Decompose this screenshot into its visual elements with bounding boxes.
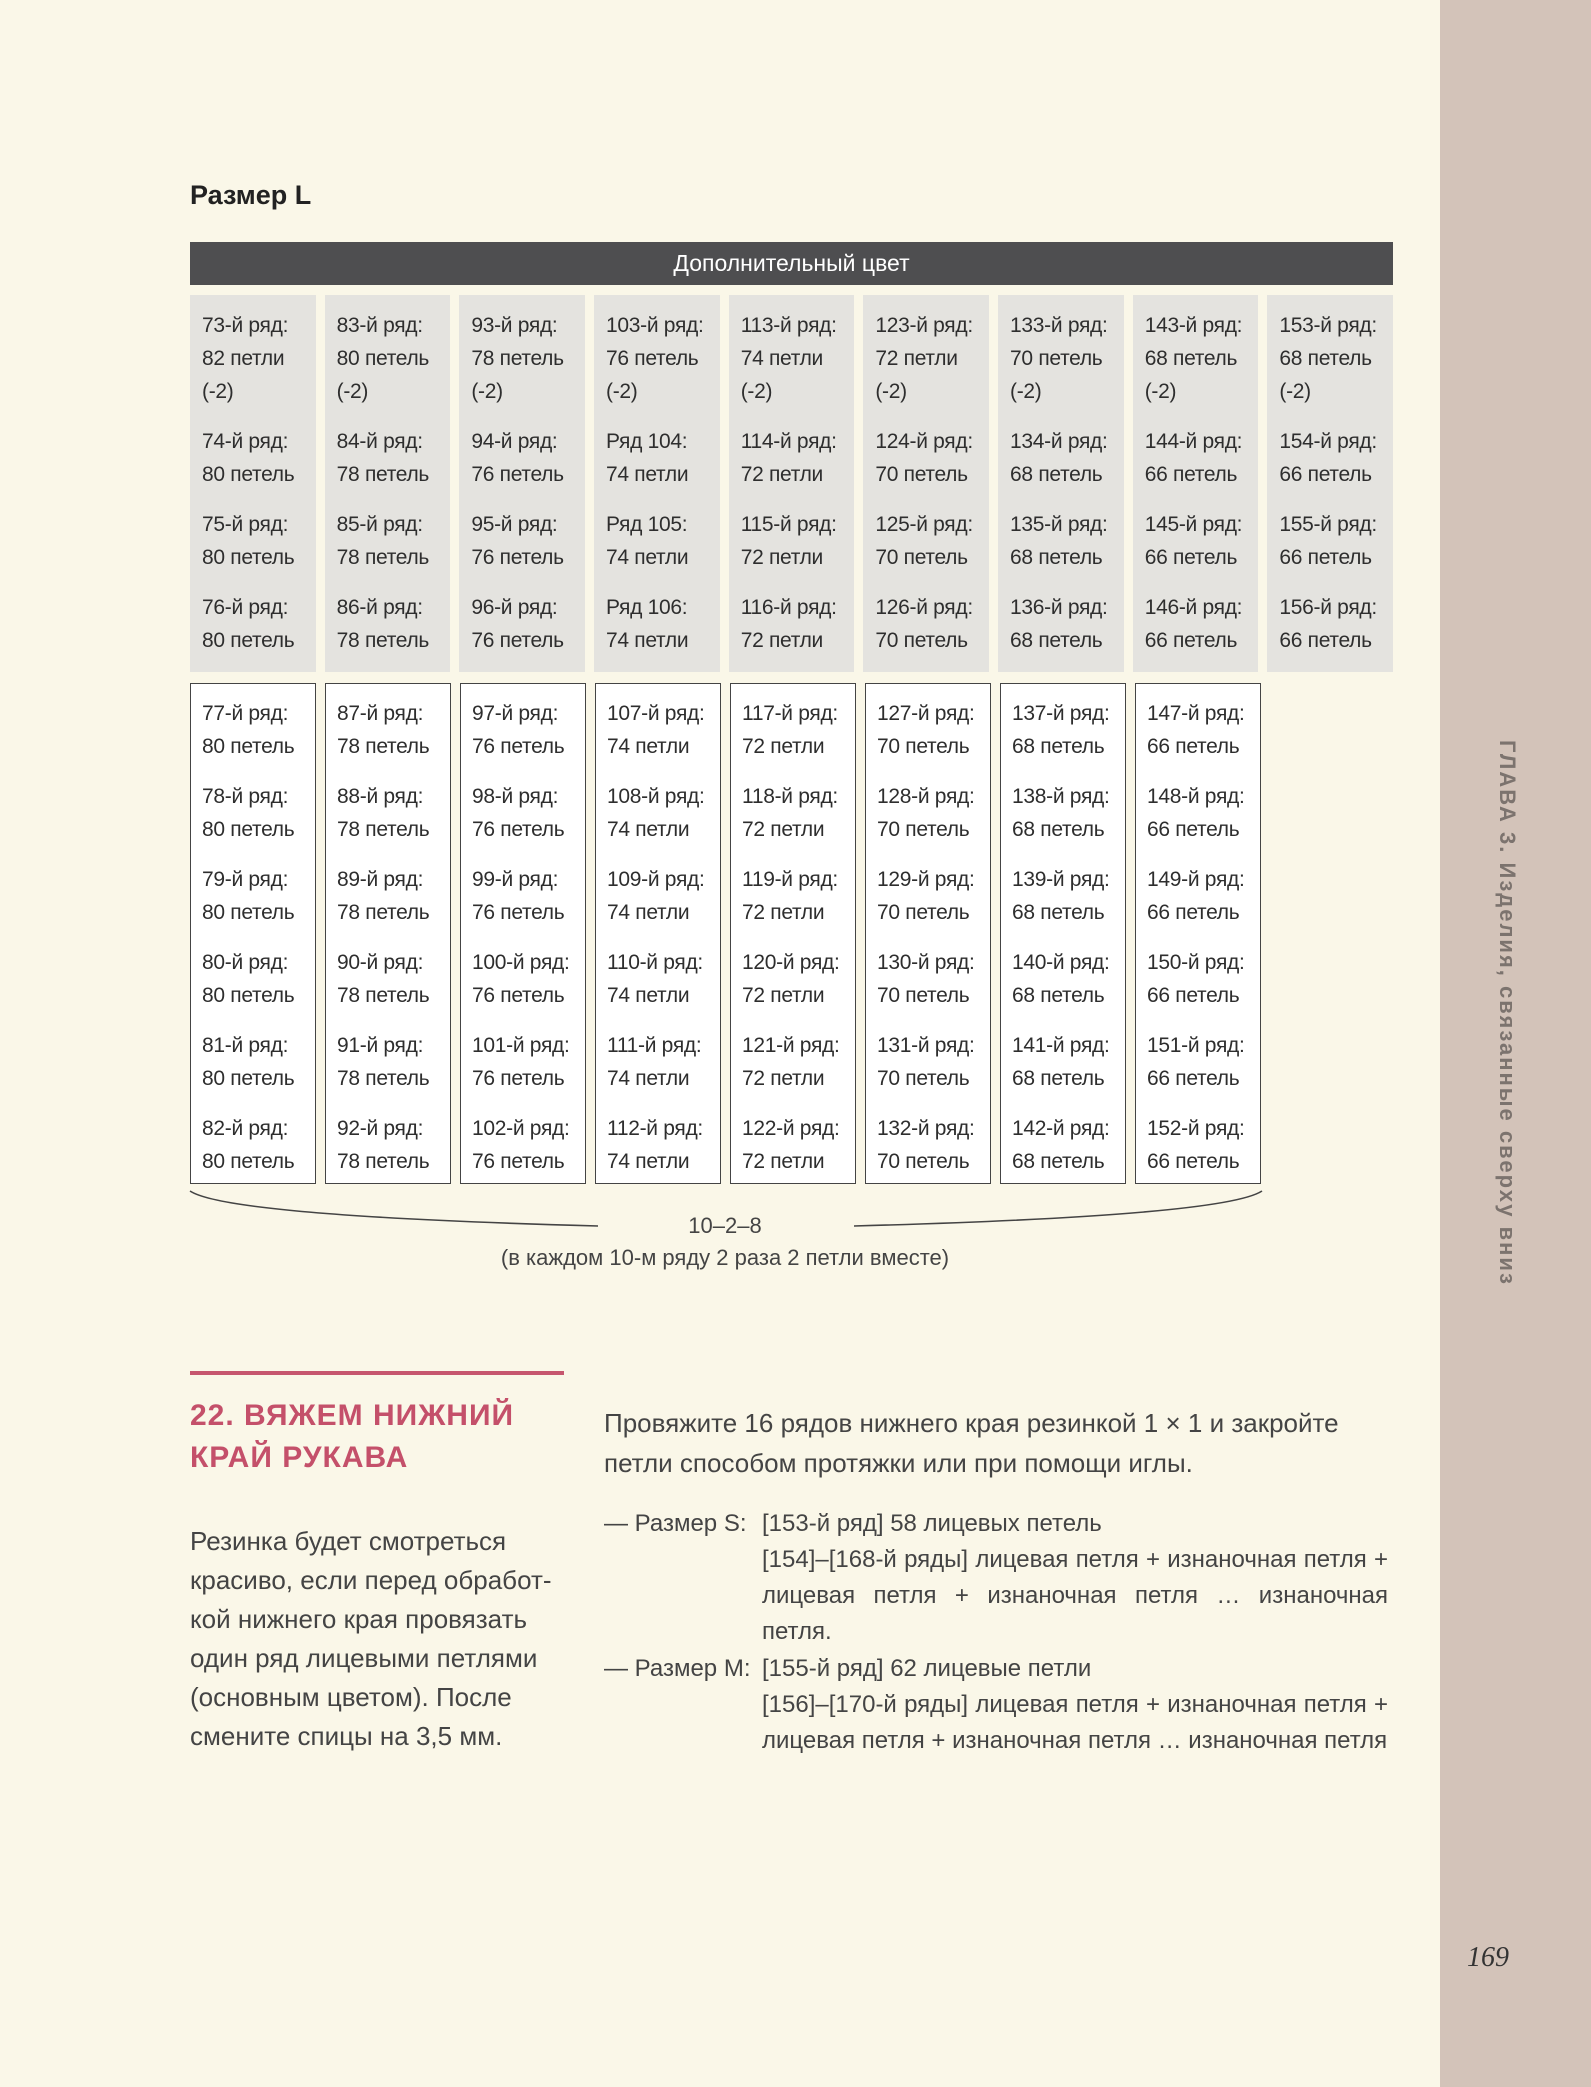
row-count-cell: 112-й ряд: 74 петли	[607, 1117, 703, 1173]
row-count-cell: 81-й ряд: 80 петель	[202, 1034, 295, 1090]
spec-m-line2: [156]–[170-й ряды] лицевая петля + изнаночная петля + лицевая петля + изнаночная петля … изнаночная петля	[762, 1691, 1388, 1754]
row-count-cell: 99-й ряд: 76 петель	[472, 868, 565, 924]
row-count-cell: 108-й ряд: 74 петли	[607, 785, 705, 841]
row-count-cell: 89-й ряд: 78 петель	[337, 868, 430, 924]
row-count-cell: 133-й ряд: 70 петель (-2)	[1010, 314, 1108, 403]
row-count-cell: 149-й ряд: 66 петель	[1147, 868, 1245, 924]
row-count-cell: 142-й ряд: 68 петель	[1012, 1117, 1110, 1173]
spec-m-label: — Размер M:	[604, 1655, 751, 1682]
row-count-cell: 129-й ряд: 70 петель	[877, 868, 975, 924]
row-count-cell: 139-й ряд: 68 петель	[1012, 868, 1110, 924]
row-count-cell: 103-й ряд: 76 петель (-2)	[606, 314, 704, 403]
decrease-column	[1267, 295, 1393, 672]
row-count-cell: 156-й ряд: 66 петель	[1279, 596, 1377, 652]
row-count-cell: 80-й ряд: 80 петель	[202, 951, 295, 1007]
right-paragraph: Провяжите 16 рядов нижнего края резинкой 1 × 1 и закройте петли способом протяжки или при помощи иглы.	[604, 1408, 1339, 1478]
row-count-cell: 91-й ряд: 78 петель	[337, 1034, 430, 1090]
spec-size-m	[604, 1651, 1388, 1795]
plain-column	[190, 683, 316, 1184]
row-count-cell: 85-й ряд: 78 петель	[336, 513, 430, 569]
row-count-cell: 120-й ряд: 72 петли	[742, 951, 840, 1007]
spec-s-text	[762, 1506, 1388, 1650]
row-count-cell: 128-й ряд: 70 петель	[877, 785, 975, 841]
brace-formula: 10–2–8	[688, 1213, 762, 1238]
decrease-column	[459, 295, 585, 672]
row-count-cell: 95-й ряд: 76 петель	[471, 513, 564, 569]
row-count-cell: 146-й ряд: 66 петель	[1144, 596, 1243, 652]
top-row-grid	[190, 295, 1393, 672]
row-count-cell: 147-й ряд: 66 петель	[1147, 702, 1245, 758]
row-count-cell: 151-й ряд: 66 петель	[1147, 1034, 1245, 1090]
row-count-cell: 90-й ряд: 78 петель	[337, 951, 430, 1007]
row-count-cell: 98-й ряд: 76 петель	[472, 785, 565, 841]
row-count-cell: 114-й ряд: 72 петли	[740, 430, 837, 486]
row-count-cell: 155-й ряд: 66 петель	[1279, 513, 1377, 569]
row-count-cell: 122-й ряд: 72 петли	[742, 1117, 840, 1173]
spec-m-text	[762, 1651, 1388, 1759]
plain-column	[730, 683, 856, 1184]
row-count-cell: 137-й ряд: 68 петель	[1012, 702, 1110, 758]
band-label: Дополнительный цвет	[673, 250, 910, 276]
row-count-cell: 145-й ряд: 66 петель	[1144, 513, 1243, 569]
row-count-cell: 134-й ряд: 68 петель	[1010, 430, 1108, 486]
row-count-cell: 83-й ряд: 80 петель (-2)	[336, 314, 430, 403]
row-count-cell: 77-й ряд: 80 петель	[202, 702, 295, 758]
row-count-cell: 123-й ряд: 72 петли (-2)	[875, 314, 973, 403]
row-count-cell: 87-й ряд: 78 петель	[337, 702, 430, 758]
row-count-cell: Ряд 105: 74 петли	[606, 513, 689, 569]
decrease-column	[729, 295, 855, 672]
decrease-column	[594, 295, 720, 672]
row-count-cell: 131-й ряд: 70 петель	[877, 1034, 975, 1090]
row-count-cell: 75-й ряд: 80 петель	[202, 513, 295, 569]
row-count-cell: 135-й ряд: 68 петель	[1010, 513, 1108, 569]
row-count-cell: 113-й ряд: 74 петли (-2)	[740, 314, 837, 403]
color-band	[190, 242, 1393, 285]
row-count-cell: 84-й ряд: 78 петель	[336, 430, 430, 486]
spec-s-label: — Размер S:	[604, 1510, 747, 1537]
row-count-cell: 136-й ряд: 68 петель	[1010, 596, 1108, 652]
row-count-cell: 82-й ряд: 80 петель	[202, 1117, 295, 1173]
row-count-cell: 138-й ряд: 68 петель	[1012, 785, 1110, 841]
plain-column	[325, 683, 451, 1184]
row-count-cell: 153-й ряд: 68 петель (-2)	[1279, 314, 1377, 403]
brace-note: (в каждом 10-м ряду 2 раза 2 петли вместе)	[500, 1245, 950, 1270]
row-count-cell: 117-й ряд: 72 петли	[742, 702, 838, 758]
section-rule	[190, 1371, 564, 1375]
row-count-cell: 101-й ряд: 76 петель	[472, 1034, 570, 1090]
row-count-cell: 107-й ряд: 74 петли	[607, 702, 705, 758]
chapter-label: ГЛАВА 3. Изделия, связанные сверху вниз	[1495, 740, 1520, 1286]
brace-label	[440, 1210, 1010, 1274]
row-count-cell: 115-й ряд: 72 петли	[740, 513, 837, 569]
size-title: Размер L	[190, 180, 312, 210]
plain-column	[1135, 683, 1261, 1184]
row-count-cell: 140-й ряд: 68 петель	[1012, 951, 1110, 1007]
row-count-cell: 127-й ряд: 70 петель	[877, 702, 975, 758]
page-number: 169	[1467, 1942, 1509, 1973]
row-count-cell: 86-й ряд: 78 петель	[336, 596, 430, 652]
row-count-cell: 102-й ряд: 76 петель	[472, 1117, 570, 1173]
row-count-cell: 125-й ряд: 70 петель	[875, 513, 973, 569]
plain-column	[595, 683, 721, 1184]
row-count-cell: 150-й ряд: 66 петель	[1147, 951, 1245, 1007]
plain-column	[460, 683, 586, 1184]
row-count-cell: 126-й ряд: 70 петель	[875, 596, 973, 652]
section-heading: 22. ВЯЖЕМ НИЖНИЙ КРАЙ РУКАВА	[190, 1399, 515, 1474]
row-count-cell: 130-й ряд: 70 петель	[877, 951, 975, 1007]
row-count-cell: 74-й ряд: 80 петель	[202, 430, 295, 486]
row-count-cell: 97-й ряд: 76 петель	[472, 702, 565, 758]
spec-size-s	[604, 1506, 1388, 1650]
row-count-cell: 132-й ряд: 70 петель	[877, 1117, 975, 1173]
spec-s-line1: [153-й ряд] 58 лицевых петель	[762, 1510, 1102, 1537]
row-count-cell: 116-й ряд: 72 петли	[740, 596, 837, 652]
plain-column	[1000, 683, 1126, 1184]
row-count-cell: 88-й ряд: 78 петель	[337, 785, 430, 841]
row-count-cell: 100-й ряд: 76 петель	[472, 951, 570, 1007]
spec-m-line1: [155-й ряд] 62 лицевые петли	[762, 1655, 1092, 1682]
row-count-cell: 144-й ряд: 66 петель	[1144, 430, 1243, 486]
decrease-column	[1133, 295, 1259, 672]
row-count-cell: Ряд 106: 74 петли	[606, 596, 689, 652]
row-count-cell: Ряд 104: 74 петли	[606, 430, 689, 486]
row-count-cell: 109-й ряд: 74 петли	[607, 868, 705, 924]
spec-s-line2: [154]–[168-й ряды] лицевая петля + изнаночная петля + лицевая петля + изнаночная петля … изнаночная петля.	[762, 1546, 1388, 1645]
row-count-cell: 152-й ряд: 66 петель	[1147, 1117, 1245, 1173]
decrease-column	[325, 295, 451, 672]
row-count-cell: 148-й ряд: 66 петель	[1147, 785, 1245, 841]
row-count-cell: 111-й ряд: 74 петли	[607, 1034, 702, 1090]
row-count-cell: 110-й ряд: 74 петли	[607, 951, 703, 1007]
row-count-cell: 78-й ряд: 80 петель	[202, 785, 295, 841]
decrease-column	[863, 295, 989, 672]
row-count-cell: 154-й ряд: 66 петель	[1279, 430, 1377, 486]
row-count-cell: 79-й ряд: 80 петель	[202, 868, 295, 924]
row-count-cell: 121-й ряд: 72 петли	[742, 1034, 840, 1090]
row-count-cell: 73-й ряд: 82 петли (-2)	[202, 314, 289, 403]
row-count-cell: 76-й ряд: 80 петель	[202, 596, 295, 652]
plain-column	[865, 683, 991, 1184]
row-count-cell: 93-й ряд: 78 петель (-2)	[471, 314, 564, 403]
row-count-cell: 124-й ряд: 70 петель	[875, 430, 973, 486]
row-count-cell: 96-й ряд: 76 петель	[471, 596, 564, 652]
row-count-cell: 94-й ряд: 76 петель	[471, 430, 564, 486]
row-count-cell: 92-й ряд: 78 петель	[337, 1117, 430, 1173]
decrease-column	[190, 295, 316, 672]
row-count-cell: 118-й ряд: 72 петли	[742, 785, 838, 841]
row-count-cell: 143-й ряд: 68 петель (-2)	[1144, 314, 1243, 403]
left-paragraph: Резинка будет смотреться красиво, если перед обработкой нижнего края провязать один ряд лицевыми петлями (основным цветом). После смените спицы на 3,5 мм.	[190, 1526, 552, 1751]
decrease-column	[998, 295, 1124, 672]
bottom-row-grid	[190, 683, 1261, 1184]
row-count-cell: 119-й ряд: 72 петли	[742, 868, 838, 924]
row-count-cell: 141-й ряд: 68 петель	[1012, 1034, 1110, 1090]
